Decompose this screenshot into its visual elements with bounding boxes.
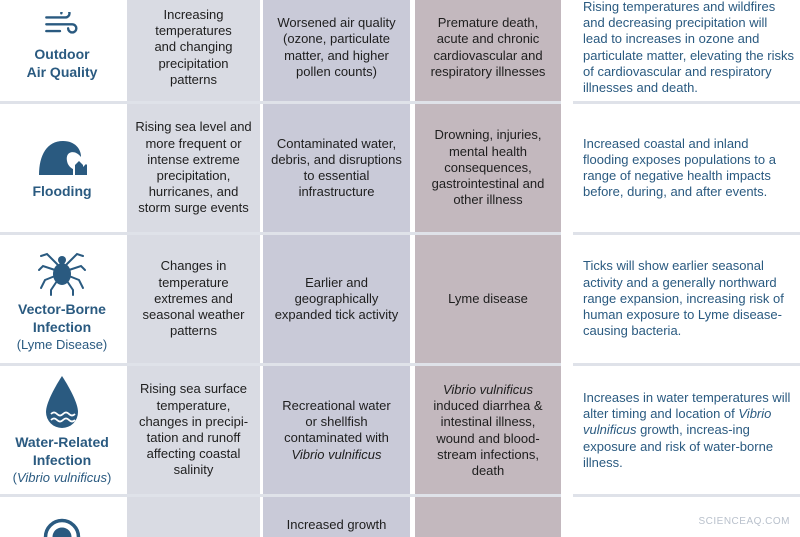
category-water-related	[0, 366, 124, 494]
category-flooding	[0, 104, 124, 232]
water-drop-icon	[37, 374, 87, 430]
health-outcome-cell: Lyme disease	[415, 235, 561, 363]
category-name: Air Quality	[26, 63, 98, 80]
category-name: Water-Related	[15, 434, 109, 450]
category-name: Vector-Borne	[18, 301, 106, 317]
exposure-cell: Contaminated water, debris, and disruptions to essential infrastructure	[263, 104, 410, 232]
exposure-cell: Increased growth	[263, 497, 410, 537]
impact-description-cell: Increased coastal and inland flooding exposes populations to a range of negative health impacts before, during, and after events.	[573, 104, 800, 232]
climate-driver-cell: Rising sea level and more frequent or intense extreme precipitation, hurricanes, and storm surge events	[127, 104, 260, 232]
health-outcome-cell: Premature death, acute and chronic cardiovascular and respiratory illnesses	[415, 0, 561, 101]
watermark: SCIENCEAQ.COM	[698, 516, 790, 527]
category-vector-borne	[0, 235, 124, 363]
impact-description-cell: Increases in water temperatures will alter timing and location of Vibrio vulnificus growth, increas-ing exposure and risk of water-borne illness.	[573, 366, 800, 494]
column-gap	[561, 0, 573, 530]
category-name: Infection	[32, 318, 92, 335]
climate-driver-cell: Rising sea surface temperature, changes in precipi-tation and runoff affecting coastal salinity	[127, 366, 260, 494]
flood-wave-icon	[37, 135, 87, 179]
category-name: Infection	[32, 451, 92, 468]
climate-driver-cell: Increasing temperatures and changing precipitation patterns	[127, 0, 260, 101]
tick-icon	[37, 245, 87, 297]
category-subtitle: (Vibrio vulnificus)	[12, 470, 112, 485]
category-air-quality	[0, 0, 124, 101]
impact-description-cell: Rising temperatures and wildfires and decreasing precipitation will lead to increases in ozone and particulate matter, elevating the risks of cardiovascular and respiratory illnesses and death.	[573, 0, 800, 101]
climate-driver-cell	[127, 497, 260, 537]
climate-driver-cell: Changes in temperature extremes and seasonal weather patterns	[127, 235, 260, 363]
health-outcome-cell: Vibrio vulnificus induced diarrhea & intestinal illness, wound and blood-stream infections, death	[415, 366, 561, 494]
exposure-cell: Earlier and geographically expanded tick activity	[263, 235, 410, 363]
category-name: Flooding	[32, 183, 92, 200]
exposure-cell: Recreational water or shellfish contaminated with Vibrio vulnificus	[263, 366, 410, 494]
health-outcome-cell	[415, 497, 561, 537]
exposure-cell: Worsened air quality (ozone, particulate matter, and higher pollen counts)	[263, 0, 410, 101]
category-subtitle: (Lyme Disease)	[16, 337, 108, 352]
impact-description-cell: Ticks will show earlier seasonal activity and a generally northward range expansion, increasing risk of human exposure to Lyme disease-causing bacteria.	[573, 235, 800, 363]
wind-icon	[37, 12, 87, 42]
category-partial	[0, 497, 124, 537]
health-outcome-cell: Drowning, injuries, mental health consequences, gastrointestinal and other illness	[415, 104, 561, 232]
food-icon	[37, 511, 87, 537]
category-name: Outdoor	[34, 46, 90, 62]
